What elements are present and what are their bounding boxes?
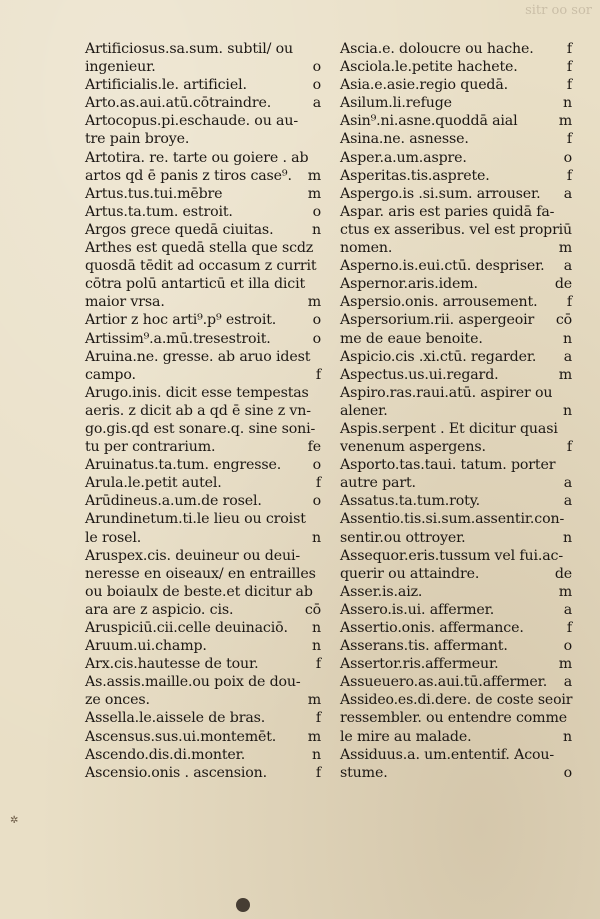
- gender-mark: de: [554, 276, 572, 293]
- dictionary-line: [85, 330, 321, 348]
- entry-text: Aspectus.us.ui.regard.: [340, 366, 499, 383]
- left-column: [85, 40, 321, 782]
- entry-text: cōtra polū antarticū et illa dicit: [85, 276, 306, 293]
- thumb-mark-icon: [236, 898, 250, 912]
- dictionary-line: [340, 185, 572, 203]
- entry-text: Artificiosus.sa.sum. subtil/ ou: [85, 41, 294, 57]
- entry-text: Arthes est quedā stella que scdz: [85, 240, 314, 257]
- dictionary-line: [85, 311, 321, 329]
- dictionary-line: [85, 275, 321, 293]
- entry-text: campo.: [85, 366, 136, 383]
- entry-text: Asporto.tas.taui. tatum. porter: [340, 457, 556, 474]
- gender-mark: a: [563, 674, 572, 691]
- entry-text: Aspar. aris est paries quidā fa-: [340, 203, 555, 220]
- dictionary-line: [85, 221, 321, 239]
- dictionary-line: [340, 510, 572, 528]
- entry-text: aeris. z dicit ab a qd ē sine z vn-: [85, 402, 311, 419]
- dictionary-line: [340, 746, 572, 764]
- gender-mark: f: [315, 764, 321, 781]
- entry-text: Assentio.tis.si.sum.assentir.con-: [340, 511, 565, 528]
- gender-mark: m: [307, 167, 321, 184]
- entry-text: quosdā tēdit ad occasum z currit: [85, 258, 317, 275]
- dictionary-line: [85, 257, 321, 275]
- dictionary-line: [85, 510, 321, 528]
- gender-mark: f: [566, 439, 572, 456]
- entry-text: Asser.is.aiz.: [340, 583, 423, 600]
- gender-mark: cō: [555, 312, 572, 329]
- gender-mark: o: [312, 312, 321, 329]
- dictionary-line: [340, 583, 572, 601]
- entry-text: Asina.ne. asnesse.: [340, 131, 469, 148]
- entry-text: ze onces.: [85, 692, 150, 709]
- gender-mark: o: [312, 457, 321, 474]
- entry-text: ctus ex asseribus. vel est propriū: [340, 221, 573, 238]
- dictionary-line: [85, 619, 321, 637]
- dictionary-line: [85, 529, 321, 547]
- dictionary-line: [85, 203, 321, 221]
- entry-text: ara are z aspicio. cis.: [85, 601, 234, 618]
- entry-text: go.gis.qd est sonare.q. sine soni-: [85, 420, 316, 437]
- entry-text: maior vrsa.: [85, 294, 165, 311]
- dictionary-line: [85, 673, 321, 691]
- dictionary-line: [340, 547, 572, 565]
- entry-text: Assequor.eris.tussum vel fui.ac-: [340, 547, 563, 564]
- entry-text: Asciola.le.petite hachete.: [340, 59, 518, 76]
- bleed-through-text: sitr oo sor: [525, 3, 592, 18]
- entry-text: tre pain broye.: [85, 131, 190, 148]
- entry-text: neresse en oiseaux/ en entrailles: [85, 565, 316, 582]
- dictionary-line: [85, 655, 321, 673]
- entry-text: Artotira. re. tarte ou goiere . ab: [85, 149, 309, 166]
- entry-text: Asserans.tis. affermant.: [340, 638, 508, 655]
- entry-text: Aruum.ui.champ.: [85, 638, 207, 655]
- dictionary-line: [85, 348, 321, 366]
- dictionary-line: [340, 58, 572, 76]
- dictionary-line: [340, 565, 572, 583]
- entry-text: Arugo.inis. dicit esse tempestas: [85, 384, 309, 401]
- entry-text: venenum aspergens.: [340, 439, 486, 456]
- dictionary-line: [85, 112, 321, 130]
- gender-mark: a: [563, 475, 572, 492]
- entry-text: ingenieur.: [85, 59, 156, 76]
- dictionary-line: [340, 601, 572, 619]
- gender-mark: m: [558, 113, 572, 130]
- entry-text: Asper.a.um.aspre.: [340, 149, 467, 166]
- dictionary-line: [85, 293, 321, 311]
- entry-text: Assella.le.aissele de bras.: [85, 710, 266, 727]
- entry-text: ressembler. ou entendre comme: [340, 710, 568, 727]
- entry-text: Aspis.serpent . Et dicitur quasi: [340, 420, 558, 437]
- entry-text: sentir.ou ottroyer.: [340, 529, 466, 546]
- dictionary-line: [85, 728, 321, 746]
- entry-text: Aspiro.ras.raui.atū. aspirer ou: [340, 384, 553, 401]
- entry-text: Aspicio.cis .xi.ctū. regarder.: [340, 348, 537, 365]
- entry-text: stume.: [340, 764, 388, 781]
- entry-text: tu per contrarium.: [85, 439, 216, 456]
- dictionary-line: [85, 746, 321, 764]
- gender-mark: o: [312, 77, 321, 94]
- dictionary-line: [85, 547, 321, 565]
- gender-mark: o: [312, 203, 321, 220]
- gender-mark: f: [566, 294, 572, 311]
- dictionary-line: [85, 185, 321, 203]
- gender-mark: o: [563, 149, 572, 166]
- margin-mark-icon: ✲: [10, 815, 19, 826]
- dictionary-line: [85, 76, 321, 94]
- entry-text: Assiduus.a. um.ententif. Acou-: [340, 746, 555, 763]
- dictionary-line: [85, 402, 321, 420]
- entry-text: le rosel.: [85, 529, 142, 546]
- dictionary-line: [85, 438, 321, 456]
- gender-mark: f: [566, 41, 572, 57]
- dictionary-line: [340, 130, 572, 148]
- dictionary-line: [85, 565, 321, 583]
- gender-mark: f: [566, 167, 572, 184]
- dictionary-line: [85, 94, 321, 112]
- entry-text: Ascia.e. doloucre ou hache.: [340, 41, 534, 57]
- gender-mark: n: [563, 402, 572, 419]
- dictionary-line: [340, 311, 572, 329]
- dictionary-line: [85, 583, 321, 601]
- gender-mark: m: [307, 692, 321, 709]
- gender-mark: m: [558, 240, 572, 257]
- entry-text: Assatus.ta.tum.roty.: [340, 493, 481, 510]
- entry-text: Argos grece quedā ciuitas.: [85, 221, 274, 238]
- dictionary-line: [340, 239, 572, 257]
- gender-mark: m: [307, 728, 321, 745]
- gender-mark: o: [312, 59, 321, 76]
- gender-mark: fe: [307, 439, 321, 456]
- dictionary-line: [340, 330, 572, 348]
- entry-text: Artus.ta.tum. estroit.: [85, 203, 233, 220]
- gender-mark: f: [566, 77, 572, 94]
- gender-mark: a: [563, 601, 572, 618]
- entry-text: Asperitas.tis.asprete.: [340, 167, 490, 184]
- entry-text: Arx.cis.hautesse de tour.: [85, 656, 259, 673]
- dictionary-line: [340, 456, 572, 474]
- dictionary-line: [340, 637, 572, 655]
- gender-mark: a: [563, 185, 572, 202]
- gender-mark: f: [566, 131, 572, 148]
- gender-mark: o: [563, 638, 572, 655]
- gender-mark: de: [554, 565, 572, 582]
- entry-text: Artior z hoc arti⁹.p⁹ estroit.: [85, 312, 277, 329]
- dictionary-line: [85, 492, 321, 510]
- dictionary-line: [340, 691, 572, 709]
- gender-mark: cō: [304, 601, 321, 618]
- entry-text: artos qd ē panis z tiros case⁹.: [85, 167, 292, 184]
- entry-text: Arundinetum.ti.le lieu ou croist: [85, 511, 306, 528]
- entry-text: Aruinatus.ta.tum. engresse.: [85, 457, 282, 474]
- dictionary-line: [340, 709, 572, 727]
- entry-text: Aruspex.cis. deuineur ou deui-: [85, 547, 300, 564]
- entry-text: Artus.tus.tui.mēbre: [85, 185, 223, 202]
- entry-text: Artissim⁹.a.mū.tresestroit.: [85, 330, 271, 347]
- entry-text: Ascendo.dis.di.monter.: [85, 746, 246, 763]
- dictionary-line: [340, 40, 572, 58]
- dictionary-line: [340, 366, 572, 384]
- dictionary-line: [340, 112, 572, 130]
- gender-mark: n: [312, 638, 321, 655]
- entry-text: Artocopus.pi.eschaude. ou au-: [85, 113, 298, 130]
- dictionary-line: [85, 384, 321, 402]
- dictionary-line: [340, 402, 572, 420]
- dictionary-line: [85, 637, 321, 655]
- entry-text: Aspersio.onis. arrousement.: [340, 294, 538, 311]
- gender-mark: f: [566, 59, 572, 76]
- dictionary-line: [340, 221, 572, 239]
- dictionary-line: [85, 474, 321, 492]
- dictionary-line: [85, 239, 321, 257]
- dictionary-line: [85, 456, 321, 474]
- gender-mark: n: [312, 529, 321, 546]
- dictionary-line: [85, 149, 321, 167]
- gender-mark: f: [315, 656, 321, 673]
- entry-text: Assueuero.as.aui.tū.affermer.: [340, 674, 548, 691]
- entry-text: Aruspiciū.cii.celle deuinaciō.: [85, 620, 288, 636]
- dictionary-line: [340, 764, 572, 782]
- entry-text: autre part.: [340, 475, 416, 492]
- gender-mark: o: [563, 764, 572, 781]
- dictionary-line: [340, 257, 572, 275]
- gender-mark: f: [315, 366, 321, 383]
- dictionary-line: [340, 655, 572, 673]
- entry-text: querir ou attaindre.: [340, 565, 480, 582]
- entry-text: Arto.as.aui.atū.cōtraindre.: [85, 95, 272, 112]
- entry-text: Assertio.onis. affermance.: [340, 620, 524, 636]
- dictionary-line: [340, 293, 572, 311]
- entry-text: Arula.le.petit autel.: [85, 475, 222, 492]
- dictionary-line: [340, 275, 572, 293]
- gender-mark: n: [563, 95, 572, 112]
- dictionary-line: [340, 619, 572, 637]
- dictionary-line: [85, 40, 321, 58]
- gender-mark: f: [566, 620, 572, 636]
- entry-text: Arūdineus.a.um.de rosel.: [85, 493, 262, 510]
- entry-text: Artificialis.le. artificiel.: [85, 77, 247, 94]
- dictionary-line: [340, 420, 572, 438]
- right-column: [340, 40, 572, 782]
- gender-mark: m: [558, 656, 572, 673]
- entry-text: Asperno.is.eui.ctū. despriser.: [340, 258, 545, 275]
- dictionary-line: [340, 673, 572, 691]
- gender-mark: n: [312, 620, 321, 636]
- dictionary-line: [340, 728, 572, 746]
- entry-text: Assertor.ris.affermeur.: [340, 656, 499, 673]
- entry-text: ou boiaulx de beste.et dicitur ab: [85, 583, 313, 600]
- dictionary-line: [85, 167, 321, 185]
- entry-text: Aspergo.is .si.sum. arrouser.: [340, 185, 541, 202]
- dictionary-line: [340, 438, 572, 456]
- entry-text: As.assis.maille.ou poix de dou-: [85, 674, 301, 691]
- dictionary-line: [85, 691, 321, 709]
- dictionary-line: [85, 764, 321, 782]
- gender-mark: n: [563, 529, 572, 546]
- dictionary-line: [340, 94, 572, 112]
- dictionary-line: [340, 492, 572, 510]
- dictionary-line: [85, 366, 321, 384]
- entry-text: Ascensus.sus.ui.montemēt.: [85, 728, 277, 745]
- dictionary-line: [85, 709, 321, 727]
- gender-mark: a: [312, 95, 321, 112]
- dictionary-line: [340, 384, 572, 402]
- entry-text: le mire au malade.: [340, 728, 472, 745]
- dictionary-line: [85, 130, 321, 148]
- entry-text: Asin⁹.ni.asne.quoddā aial: [340, 113, 518, 130]
- gender-mark: m: [558, 583, 572, 600]
- gender-mark: n: [563, 728, 572, 745]
- gender-mark: o: [312, 493, 321, 510]
- gender-mark: a: [563, 258, 572, 275]
- entry-text: Aruina.ne. gresse. ab aruo idest: [85, 348, 311, 365]
- dictionary-line: [340, 76, 572, 94]
- dictionary-line: [85, 601, 321, 619]
- gender-mark: a: [563, 493, 572, 510]
- dictionary-line: [85, 58, 321, 76]
- entry-text: alener.: [340, 402, 388, 419]
- entry-text: Ascensio.onis . ascension.: [85, 764, 267, 781]
- gender-mark: m: [558, 366, 572, 383]
- entry-text: Asia.e.asie.regio quedā.: [340, 77, 509, 94]
- dictionary-line: [340, 149, 572, 167]
- dictionary-line: [340, 167, 572, 185]
- gender-mark: o: [312, 330, 321, 347]
- dictionary-line: [340, 529, 572, 547]
- entry-text: Assideo.es.di.dere. de coste seoir: [340, 692, 573, 709]
- dictionary-line: [85, 420, 321, 438]
- gender-mark: n: [312, 221, 321, 238]
- entry-text: Aspernor.aris.idem.: [340, 276, 478, 293]
- entry-text: Asilum.li.refuge: [340, 95, 452, 112]
- entry-text: Aspersorium.rii. aspergeoir: [340, 312, 535, 329]
- gender-mark: a: [563, 348, 572, 365]
- entry-text: nomen.: [340, 240, 393, 257]
- dictionary-line: [340, 474, 572, 492]
- entry-text: Assero.is.ui. affermer.: [340, 601, 495, 618]
- gender-mark: m: [307, 294, 321, 311]
- gender-mark: f: [315, 710, 321, 727]
- gender-mark: n: [563, 330, 572, 347]
- gender-mark: f: [315, 475, 321, 492]
- dictionary-line: [340, 203, 572, 221]
- gender-mark: n: [312, 746, 321, 763]
- gender-mark: m: [307, 185, 321, 202]
- entry-text: me de eaue benoite.: [340, 330, 483, 347]
- dictionary-line: [340, 348, 572, 366]
